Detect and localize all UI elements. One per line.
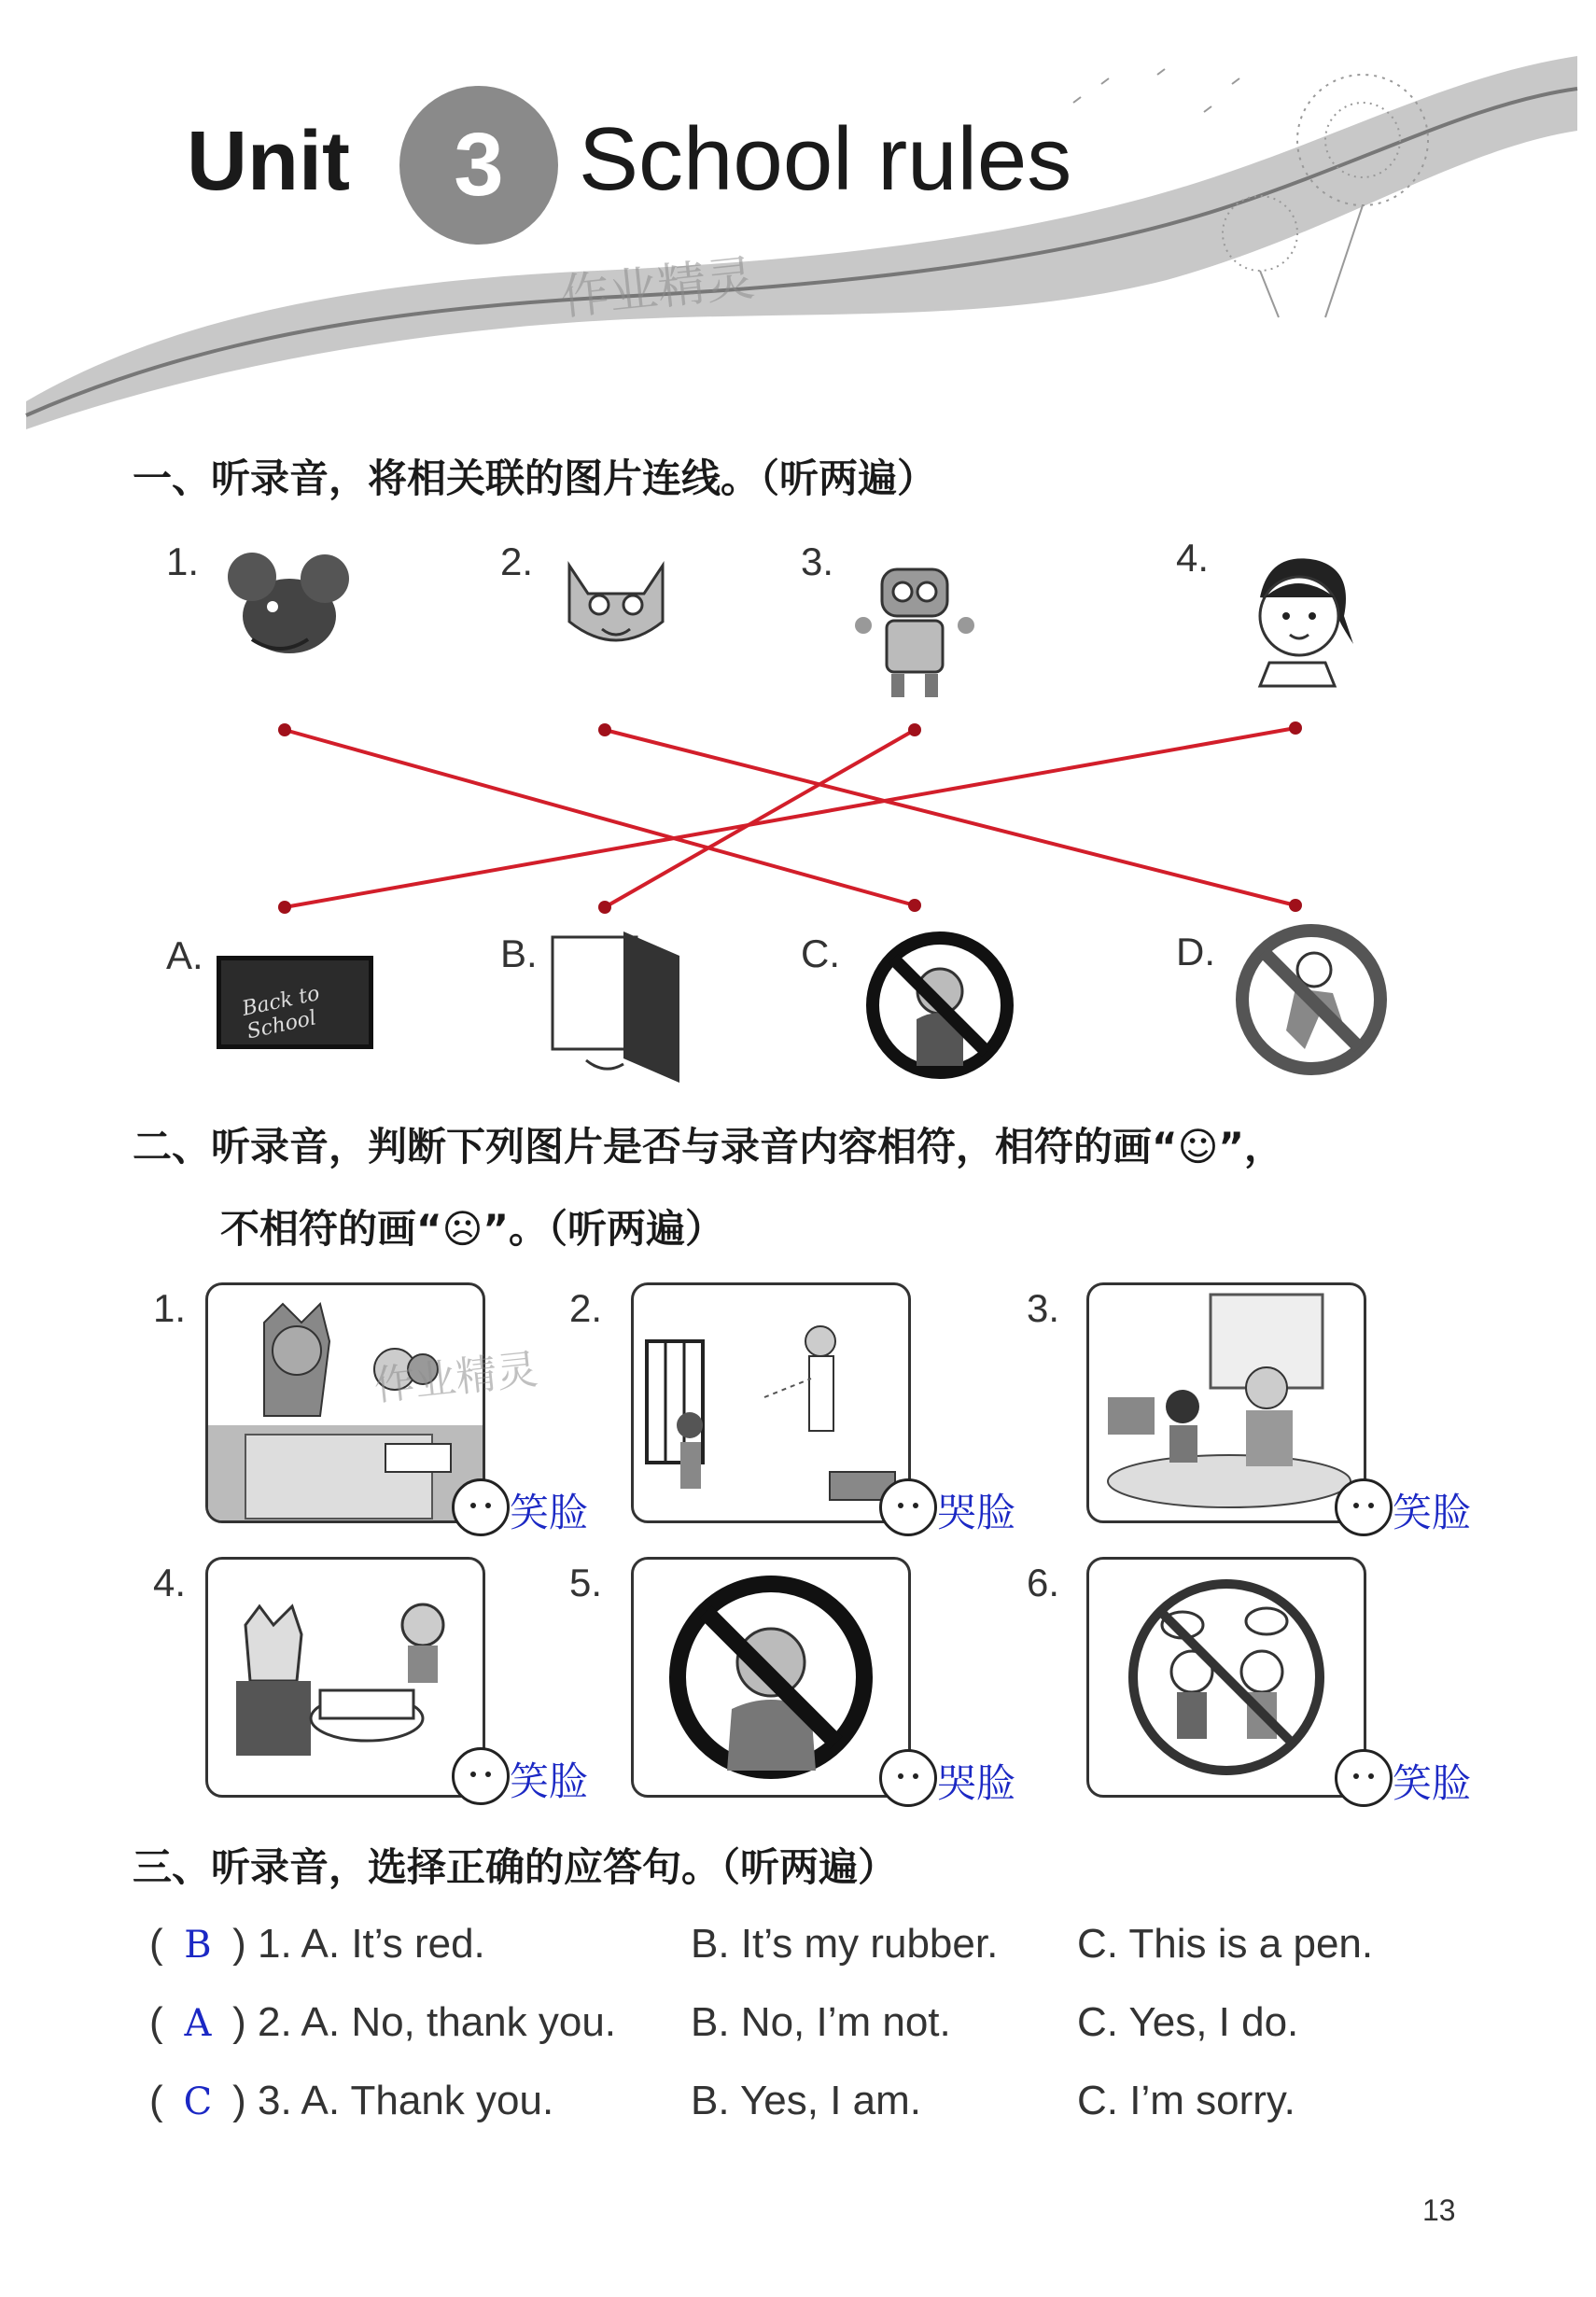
handwritten-answer: 笑脸 — [510, 1758, 589, 1804]
bottom-item-label: A. — [166, 933, 203, 977]
blackboard-caption: Back to School — [240, 982, 322, 1044]
picture-frame — [631, 1282, 911, 1523]
option-a: A. It’s red. — [301, 1921, 485, 1967]
no-shouting-sign-illustration — [634, 1560, 908, 1795]
handwritten-answer: 笑脸 — [1393, 1490, 1472, 1535]
option-b: B. No, I’m not. — [691, 1999, 951, 2045]
blackboard-icon — [217, 956, 373, 1049]
answer-choice[interactable]: A — [184, 2002, 212, 2045]
bottom-item-label: D. — [1176, 930, 1215, 973]
picture-frame — [205, 1557, 485, 1798]
blank-face-icon — [882, 1481, 934, 1534]
window-climbing-illustration — [634, 1285, 908, 1520]
question-row — [149, 1921, 485, 1968]
smiley-answer-box[interactable] — [1335, 1749, 1393, 1807]
match-dot — [908, 899, 921, 912]
match-dot — [1289, 899, 1302, 912]
no-talking-sign-illustration — [1089, 1560, 1364, 1795]
page-title: School rules — [579, 109, 1072, 209]
section2-heading-line2: 不相符的画“☹”。（听两遍） — [220, 1206, 724, 1252]
top-item-label: 4. — [1176, 536, 1210, 580]
door-icon — [549, 928, 689, 1086]
handwritten-answer: 笑脸 — [510, 1490, 589, 1535]
picture-frame — [1086, 1282, 1366, 1523]
match-dot — [598, 723, 611, 736]
question-number: 2. — [258, 1999, 292, 2045]
match-line — [285, 730, 915, 905]
match-dot — [908, 723, 921, 736]
smiley-answer-box[interactable] — [1335, 1478, 1393, 1536]
option-b: B. It’s my rubber. — [691, 1921, 999, 1967]
option-a: A. No, thank you. — [301, 1999, 617, 2045]
blank-face-icon — [455, 1481, 507, 1534]
picture-label: 3. — [1027, 1286, 1060, 1330]
question-row — [149, 2078, 553, 2124]
answer-choice[interactable]: B — [184, 1924, 212, 1967]
option-b: B. Yes, I am. — [691, 2078, 922, 2123]
unit-number: 3 — [399, 86, 558, 245]
handwritten-answer: 笑脸 — [1393, 1760, 1472, 1806]
girl-and-grandma-illustration — [1089, 1285, 1364, 1520]
picture-label: 2. — [569, 1286, 603, 1330]
picture-label: 6. — [1027, 1561, 1060, 1604]
smiley-answer-box[interactable] — [879, 1749, 937, 1807]
picture-label: 5. — [569, 1561, 603, 1604]
option-c: C. Yes, I do. — [1077, 1999, 1299, 2045]
close-paren: ) — [232, 1999, 246, 2045]
option-a: A. Thank you. — [301, 2078, 554, 2123]
smiley-answer-box[interactable] — [452, 1747, 510, 1805]
section1-heading: 一、听录音，将相关联的图片连线。（听两遍） — [133, 455, 937, 501]
answer-choice[interactable]: C — [183, 2080, 213, 2123]
blank-face-icon — [882, 1752, 934, 1804]
page-number: 13 — [1422, 2193, 1456, 2227]
open-paren: ( — [149, 2078, 163, 2123]
top-item-label: 2. — [500, 539, 534, 583]
blank-face-icon — [1337, 1752, 1390, 1804]
no-running-icon — [1230, 918, 1393, 1081]
close-paren: ) — [232, 2078, 246, 2123]
match-dot — [278, 723, 291, 736]
match-line — [605, 730, 915, 907]
match-dot — [278, 901, 291, 914]
section3-heading: 三、听录音，选择正确的应答句。（听两遍） — [133, 1844, 898, 1890]
top-item-label: 3. — [801, 539, 834, 583]
picture-label: 4. — [153, 1561, 187, 1604]
picture-frame — [1086, 1557, 1366, 1798]
section2-heading-line1: 二、听录音，判断下列图片是否与录音内容相符，相符的画“☺”， — [133, 1124, 1283, 1170]
blank-face-icon — [1337, 1481, 1390, 1534]
question-number: 1. — [258, 1921, 292, 1967]
top-item-label: 1. — [166, 539, 200, 583]
match-line — [605, 730, 1295, 905]
picture-frame — [631, 1557, 911, 1798]
blank-face-icon — [455, 1750, 507, 1802]
smiley-answer-box[interactable] — [452, 1478, 510, 1536]
open-paren: ( — [149, 1921, 163, 1967]
question-number: 3. — [258, 2078, 292, 2123]
option-c: C. This is a pen. — [1077, 1921, 1374, 1967]
picture-label: 1. — [153, 1286, 187, 1330]
option-c: C. I’m sorry. — [1077, 2078, 1295, 2123]
bottom-item-label: C. — [801, 931, 840, 975]
handwritten-answer: 哭脸 — [937, 1760, 1016, 1806]
cat-and-mouse-cake-illustration — [208, 1560, 483, 1795]
close-paren: ) — [232, 1921, 246, 1967]
watermark: 作业精灵 — [371, 1345, 540, 1411]
question-row — [149, 1999, 616, 2046]
watermark: 作业精灵 — [558, 250, 758, 327]
handwritten-answer: 哭脸 — [937, 1490, 1016, 1535]
open-paren: ( — [149, 1999, 163, 2045]
matching-lines — [0, 0, 1596, 971]
match-dot — [598, 901, 611, 914]
bottom-item-label: B. — [500, 931, 538, 975]
unit-label: Unit — [187, 115, 350, 208]
match-line — [285, 728, 1295, 907]
smiley-answer-box[interactable] — [879, 1478, 937, 1536]
match-dot — [1289, 721, 1302, 735]
no-shouting-icon — [861, 926, 1019, 1085]
